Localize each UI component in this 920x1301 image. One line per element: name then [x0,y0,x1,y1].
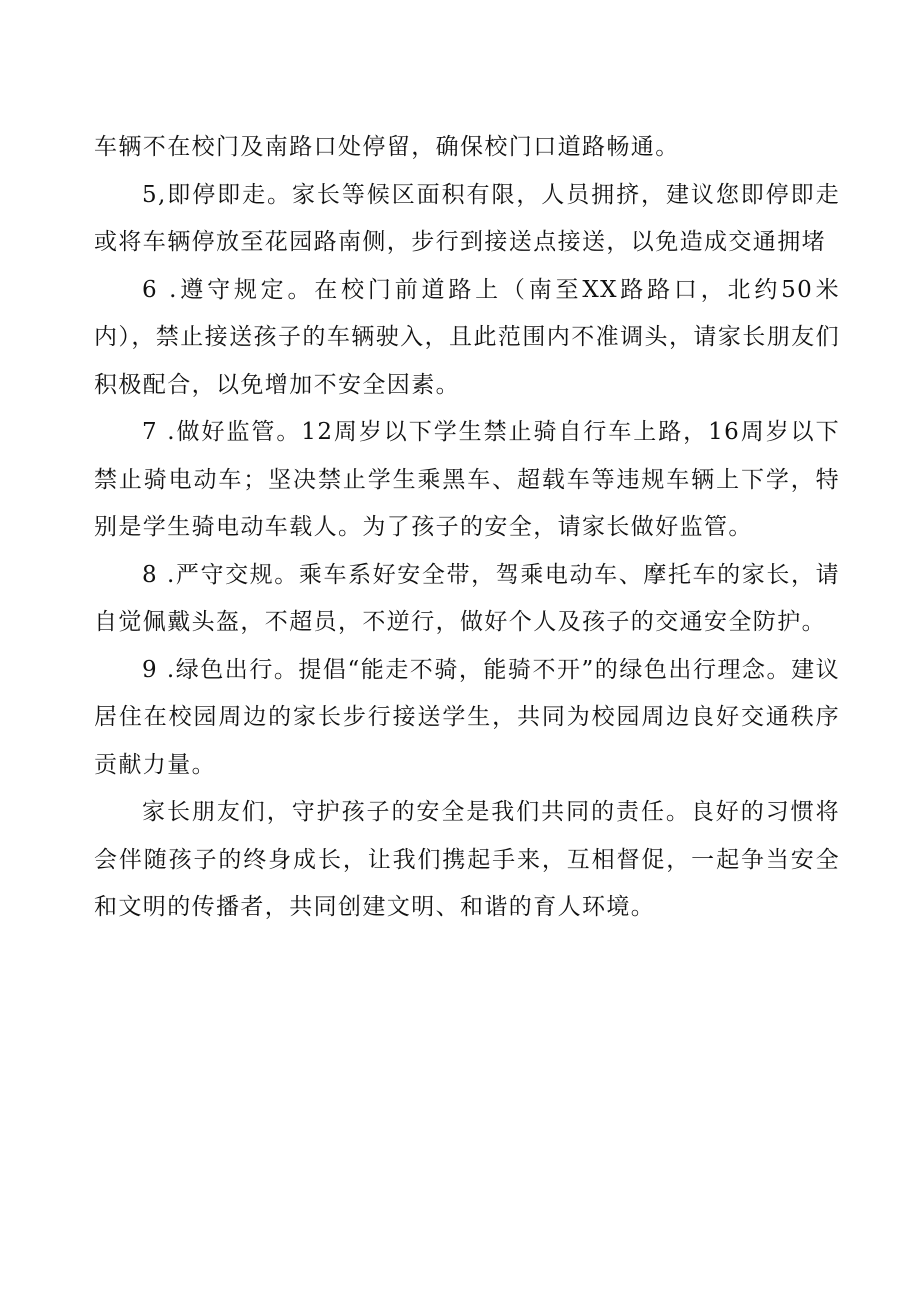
document-body [94,124,840,932]
paragraph-item-9: 9 .绿色出行。提倡“能走不骑，能骑不开”的绿色出行理念。建议居住在校园周边的家长步行接送学生，共同为校园周边良好交通秩序贡献力量。 [94,656,840,778]
paragraph-item-7: 7 .做好监管。12周岁以下学生禁止骑自行车上路，16周岁以下禁止骑电动车；坚决禁止学生乘黑车、超载车等违规车辆上下学，特别是学生骑电动车载人。为了孩子的安全，请家长做好监管。 [94,419,840,540]
paragraph-closing: 家长朋友们，守护孩子的安全是我们共同的责任。良好的习惯将会伴随孩子的终身成长，让我们携起手来，互相督促，一起争当安全和文明的传播者，共同创建文明、和谐的育人环境。 [94,799,840,920]
paragraph-continuation: 车辆不在校门及南路口处停留，确保校门口道路畅通。 [94,134,680,160]
paragraph-item-5: 5,即停即走。家长等候区面积有限，人员拥挤，建议您即停即走或将车辆停放至花园路南侧，步行到接送点接送，以免造成交通拥堵 [94,181,840,255]
paragraph-item-8: 8 .严守交规。乘车系好安全带，驾乘电动车、摩托车的家长，请自觉佩戴头盔，不超员，不逆行，做好个人及孩子的交通安全防护。 [94,561,840,635]
paragraph-item-6: 6 .遵守规定。在校门前道路上（南至XX路路口，北约50米内），禁止接送孩子的车辆驶入，且此范围内不准调头，请家长朋友们积极配合，以免增加不安全因素。 [94,276,840,398]
